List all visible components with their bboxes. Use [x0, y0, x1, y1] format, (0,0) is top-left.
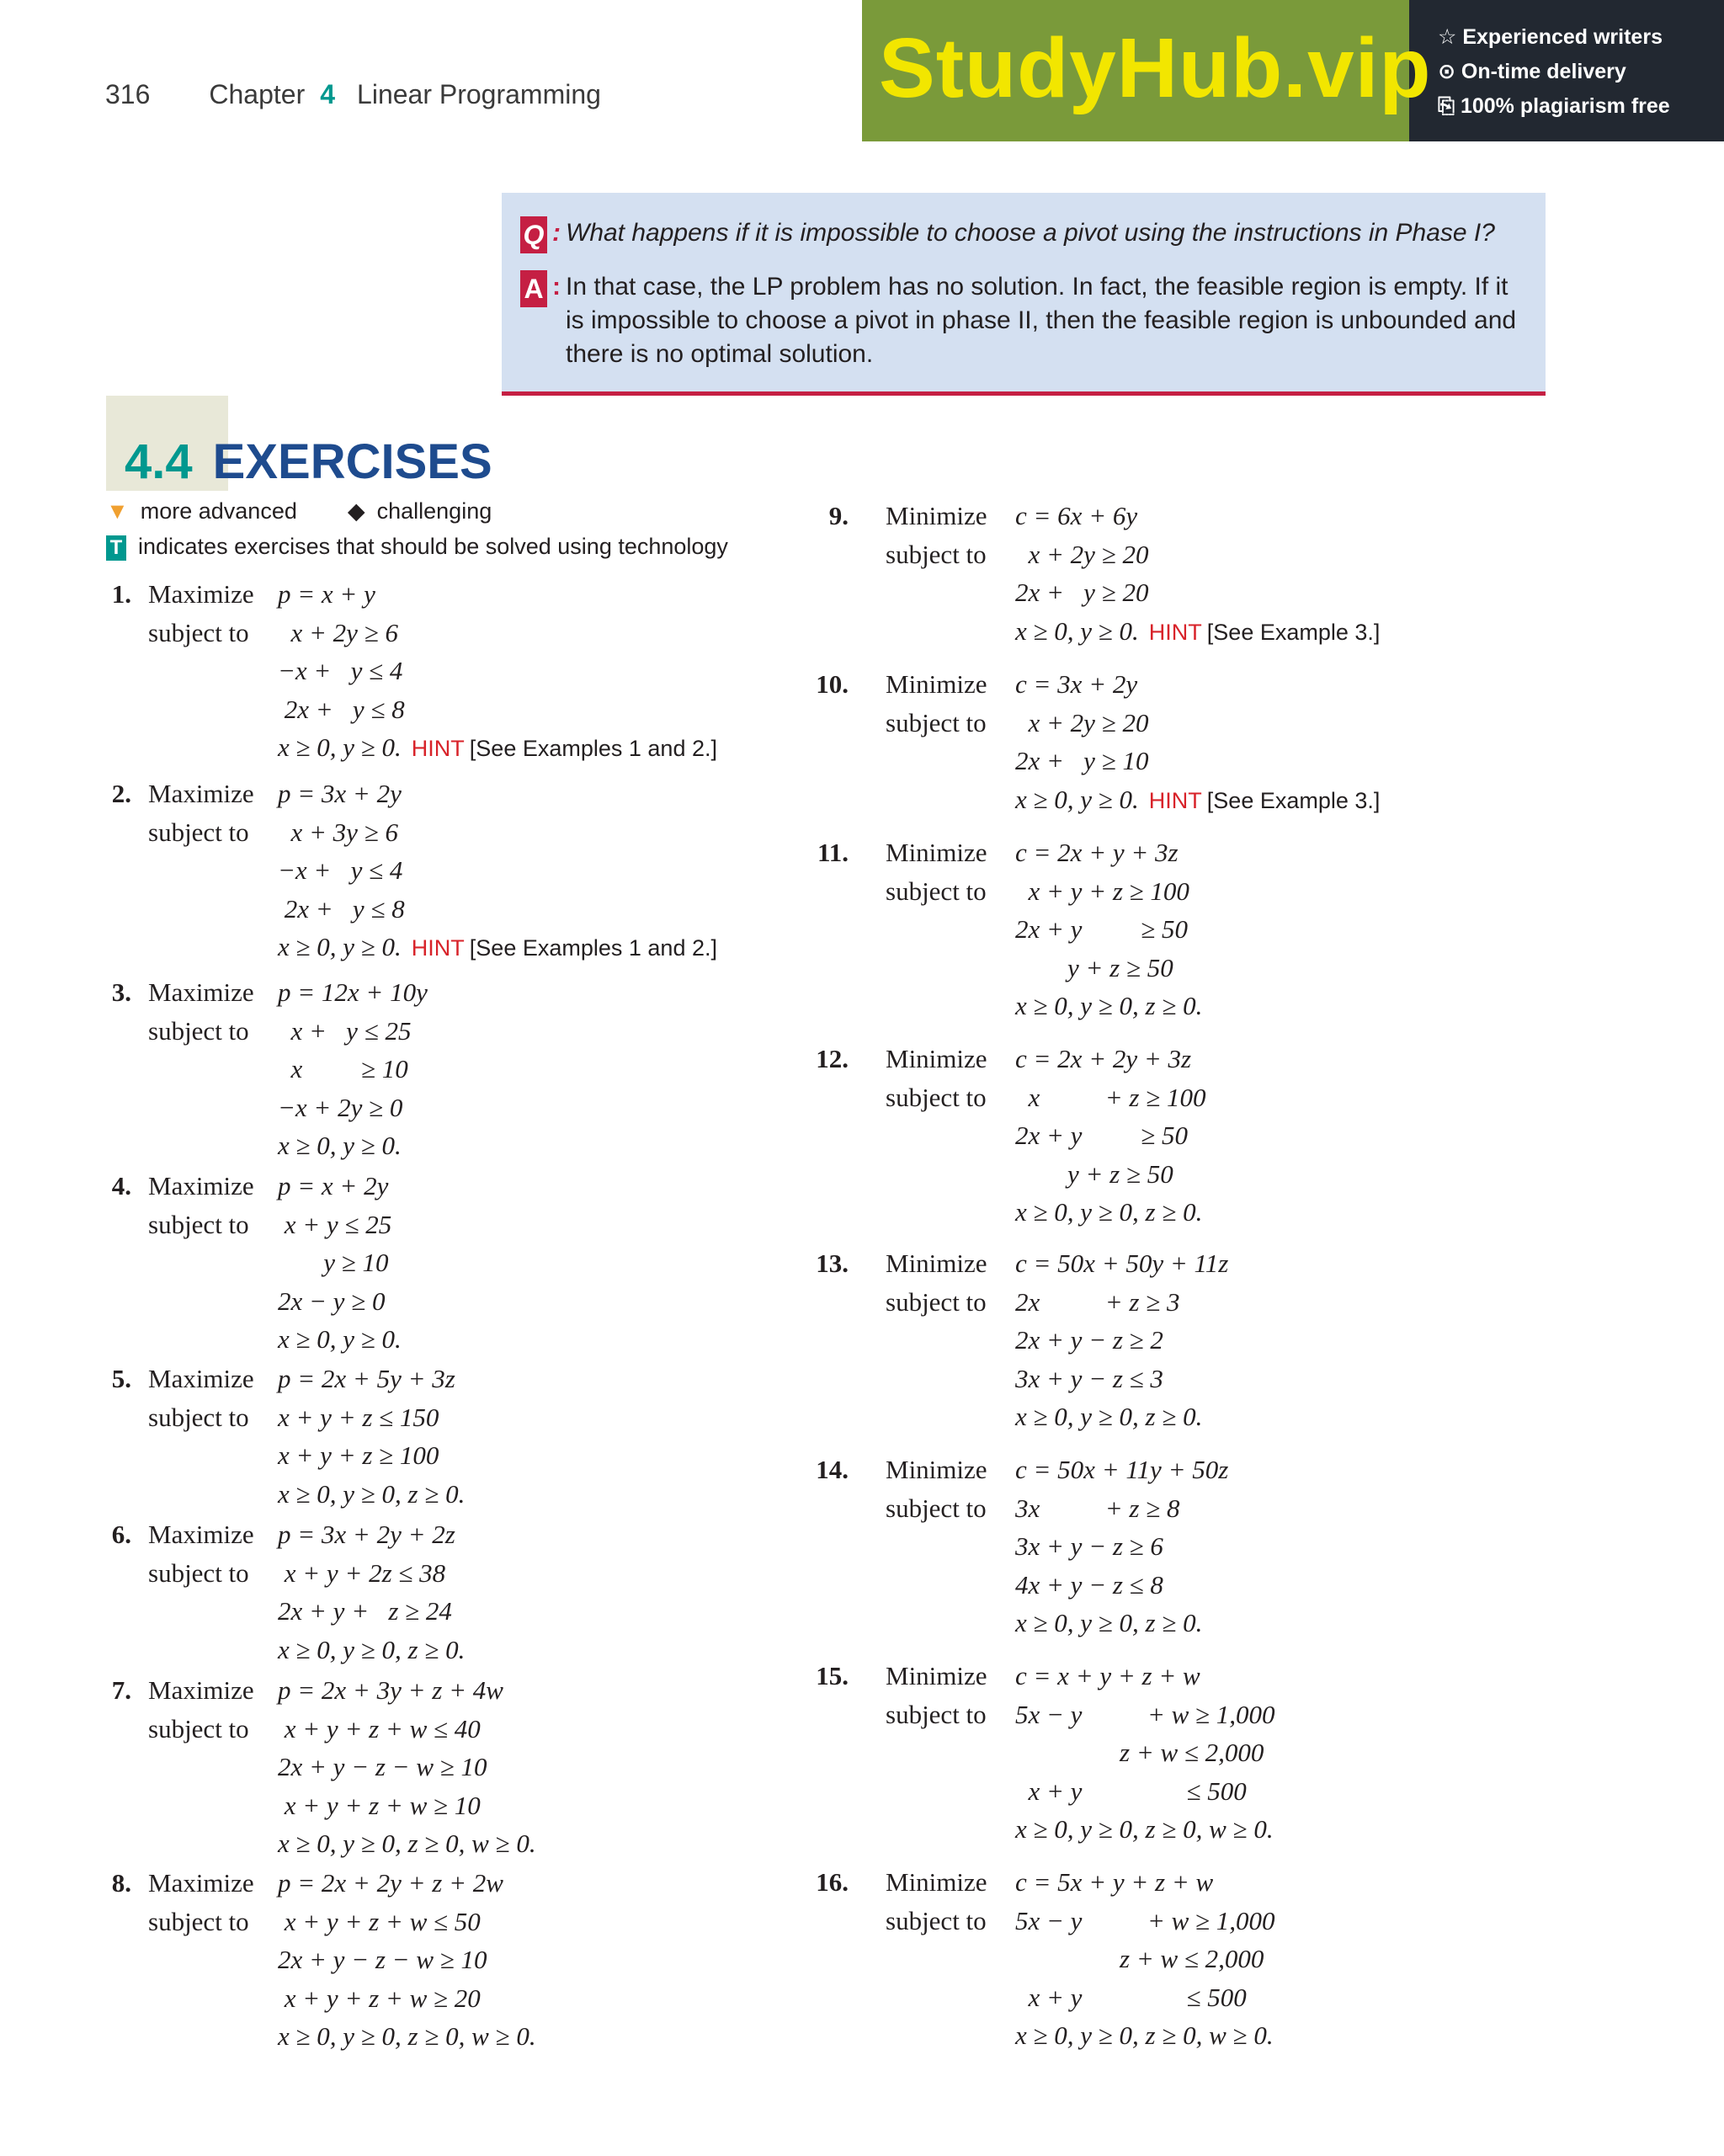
equation-text: x ≥ 0, y ≥ 0, z ≥ 0, w ≥ 0. [278, 1829, 536, 1858]
equation-text: p = 3x + 2y + 2z [278, 1520, 455, 1549]
objective-function [1015, 1040, 1191, 1078]
constraint [278, 1243, 389, 1281]
equation-text: p = 12x + 10y [278, 977, 428, 1007]
ad-feature-item: ⊙ On-time delivery [1438, 60, 1626, 83]
constraint [1015, 1527, 1163, 1565]
subject-to-label: subject to [148, 1402, 249, 1432]
constraint [278, 1089, 402, 1126]
hint-reference: [See Examples 1 and 2.] [469, 736, 717, 761]
constraint [278, 690, 405, 728]
exercise-number: 7. [111, 1675, 131, 1705]
hint-reference: [See Example 3.] [1206, 619, 1381, 645]
answer-badge: A [520, 270, 547, 307]
equation-text: z + w ≤ 2,000 [1015, 1738, 1264, 1767]
constraint [1015, 1283, 1180, 1321]
constraint [278, 890, 405, 928]
constraint [1015, 1155, 1173, 1193]
equation-text: x + y + z ≥ 100 [278, 1440, 439, 1470]
equation-text: x ≥ 0, y ≥ 0, z ≥ 0, w ≥ 0. [1015, 1814, 1274, 1844]
chapter-label: Chapter [209, 79, 306, 109]
answer-row [520, 270, 1530, 371]
subject-to-label: subject to [886, 1082, 987, 1112]
equation-text: 2x + y ≥ 50 [1015, 914, 1188, 944]
ad-banner[interactable] [862, 0, 1724, 141]
minimize-label: Minimize [886, 1044, 987, 1073]
equation-text: 2x + y ≤ 8 [278, 694, 405, 724]
equation-text: c = 50x + 50y + 11z [1015, 1248, 1229, 1278]
constraint [1015, 1489, 1180, 1527]
subject-to-label: subject to [148, 1015, 249, 1046]
equation-text: 3x + z ≥ 8 [1015, 1493, 1180, 1523]
objective-function [278, 1167, 388, 1205]
constraint [1015, 1360, 1163, 1397]
section-title: EXERCISES [212, 434, 492, 489]
equation-text: x ≥ 0, y ≥ 0. [278, 1324, 402, 1354]
objective-function [278, 1360, 455, 1397]
exercise-number: 4. [111, 1171, 131, 1200]
constraint [1015, 872, 1189, 910]
technology-badge-icon: T [106, 535, 126, 561]
legend-advanced: more advanced [140, 498, 297, 524]
nonnegativity-constraint [278, 1824, 536, 1862]
equation-text: c = 2x + y + 3z [1015, 838, 1179, 867]
hint-label: HINT [1148, 787, 1202, 813]
equation-text: 2x + y ≥ 20 [1015, 578, 1149, 607]
minimize-label: Minimize [886, 1661, 987, 1690]
equation-text: x + y + z ≥ 100 [1015, 876, 1189, 906]
nonnegativity-constraint [278, 1475, 465, 1513]
constraint [278, 1206, 391, 1243]
objective-function [278, 1671, 503, 1709]
constraint [278, 1282, 385, 1320]
equation-text: x ≥ 0, y ≥ 0, z ≥ 0, w ≥ 0. [278, 2021, 536, 2051]
equation-text: 5x − y + w ≥ 1,000 [1015, 1699, 1275, 1729]
diamond-icon: ◆ [347, 498, 365, 524]
minimize-label: Minimize [886, 838, 987, 867]
equation-text: 4x + y − z ≤ 8 [1015, 1569, 1163, 1600]
equation-text: 2x + y − z ≥ 2 [1015, 1325, 1163, 1355]
maximize-label: Maximize [148, 579, 254, 609]
equation-text: c = x + y + z + w [1015, 1661, 1200, 1690]
equation-text: x + z ≥ 100 [1015, 1082, 1206, 1112]
exercise-number: 10. [816, 669, 849, 699]
equation-text: 3x + y − z ≤ 3 [1015, 1363, 1163, 1393]
constraint [278, 1903, 481, 1940]
answer-text: In that case, the LP problem has no solution. In fact, the feasible region is empty. If it is impossible to choose a pivot in phase II, then the feasible region is unbounded and there is no optimal solution. [566, 273, 1517, 368]
subject-to-label: subject to [886, 707, 987, 737]
equation-text: x + y + z + w ≤ 50 [278, 1906, 481, 1936]
equation-text: p = 2x + 3y + z + 4w [278, 1675, 503, 1705]
answer-colon: : [552, 273, 561, 301]
equation-text: c = 2x + 2y + 3z [1015, 1044, 1192, 1073]
nonnegativity-constraint [1015, 780, 1380, 820]
nonnegativity-constraint [278, 1631, 465, 1669]
constraint [278, 614, 398, 652]
maximize-label: Maximize [148, 1364, 254, 1393]
constraint [278, 1748, 487, 1786]
equation-text: 5x − y + w ≥ 1,000 [1015, 1905, 1275, 1935]
minimize-label: Minimize [886, 1455, 987, 1484]
nonnegativity-constraint [1015, 612, 1380, 652]
objective-function [278, 1515, 455, 1553]
equation-text: x + y + z ≤ 150 [278, 1402, 439, 1432]
maximize-label: Maximize [148, 977, 254, 1007]
constraint [1015, 704, 1148, 742]
exercise-number: 1. [111, 579, 131, 609]
constraint [278, 1012, 411, 1050]
chapter-title: Linear Programming [357, 79, 601, 109]
subject-to-label: subject to [886, 1493, 987, 1523]
exercise-number: 11. [817, 838, 849, 867]
equation-text: −x + y ≤ 4 [278, 855, 403, 885]
nonnegativity-constraint [1015, 1193, 1202, 1231]
equation-text: y ≥ 10 [278, 1248, 389, 1277]
maximize-label: Maximize [148, 1868, 254, 1898]
nonnegativity-constraint [278, 1320, 402, 1358]
subject-to-label: subject to [148, 817, 249, 847]
constraint [1015, 1978, 1247, 2016]
objective-function [1015, 833, 1179, 871]
equation-text: x ≥ 0, y ≥ 0, z ≥ 0. [1015, 1402, 1203, 1431]
subject-to-label: subject to [886, 1905, 987, 1935]
equation-text: x ≥ 10 [278, 1054, 408, 1083]
equation-text: x ≥ 0, y ≥ 0. [278, 1131, 402, 1160]
equation-text: 2x − y ≥ 0 [278, 1286, 386, 1316]
constraint [1015, 1116, 1188, 1154]
equation-text: x ≥ 0, y ≥ 0, z ≥ 0, w ≥ 0. [1015, 2020, 1274, 2050]
page-number: 316 [105, 79, 151, 109]
ad-feature-item: ☆ Experienced writers [1438, 25, 1663, 49]
page-header [105, 79, 601, 110]
equation-text: x ≥ 0, y ≥ 0, z ≥ 0. [1015, 991, 1203, 1020]
maximize-label: Maximize [148, 1675, 254, 1705]
constraint [278, 652, 402, 689]
equation-text: x + y ≤ 500 [1015, 1982, 1247, 2012]
exercise-number: 3. [111, 977, 131, 1007]
hint-reference: [See Example 3.] [1206, 787, 1381, 813]
constraint [278, 1979, 481, 2017]
equation-text: 2x + y − z − w ≥ 10 [278, 1945, 487, 1974]
ad-feature-item: ⎘ 100% plagiarism free [1438, 94, 1670, 118]
subject-to-label: subject to [886, 876, 987, 906]
equation-text: p = x + y [278, 579, 375, 609]
equation-text: x + y ≤ 500 [1015, 1775, 1247, 1806]
difficulty-legend [106, 498, 492, 524]
equation-text: x + y + z + w ≥ 10 [278, 1790, 481, 1820]
equation-text: p = 2x + 2y + z + 2w [278, 1868, 503, 1898]
exercise-number: 2. [111, 779, 131, 808]
constraint [278, 1940, 487, 1978]
subject-to-label: subject to [148, 1906, 249, 1936]
chapter-number: 4 [320, 79, 336, 109]
exercise-number: 5. [111, 1364, 131, 1393]
constraint [278, 851, 402, 889]
equation-text: p = 2x + 5y + 3z [278, 1364, 455, 1393]
question-colon: : [552, 219, 561, 247]
objective-function [278, 575, 375, 613]
constraint [1015, 1078, 1206, 1116]
legend-technology: indicates exercises that should be solved using technology [138, 534, 728, 559]
constraint [1015, 1902, 1275, 1940]
equation-text: x ≥ 0, y ≥ 0. [1015, 784, 1139, 814]
equation-text: x + y + 2z ≤ 38 [278, 1557, 446, 1588]
objective-function [1015, 1657, 1200, 1695]
equation-text: x + y ≤ 25 [278, 1015, 412, 1046]
minimize-label: Minimize [886, 669, 987, 699]
constraint [1015, 949, 1173, 987]
equation-text: −x + 2y ≥ 0 [278, 1092, 403, 1122]
ad-feature-list [1438, 20, 1670, 124]
nonnegativity-constraint [1015, 1604, 1202, 1642]
equation-text: c = 50x + 11y + 50z [1015, 1455, 1229, 1484]
constraint [1015, 1321, 1163, 1359]
constraint [278, 813, 398, 851]
nonnegativity-constraint [1015, 2016, 1274, 2054]
objective-function [1015, 665, 1137, 703]
equation-text: y + z ≥ 50 [1015, 952, 1173, 982]
qa-callout [502, 193, 1546, 396]
subject-to-label: subject to [886, 1699, 987, 1729]
nonnegativity-constraint [1015, 987, 1202, 1025]
subject-to-label: subject to [148, 1713, 249, 1743]
constraint [278, 1786, 481, 1824]
question-row [520, 216, 1530, 250]
exercise-number: 13. [816, 1248, 849, 1278]
equation-text: p = x + 2y [278, 1171, 389, 1200]
constraint [1015, 742, 1148, 780]
hint-reference: [See Examples 1 and 2.] [469, 935, 717, 961]
objective-function [1015, 1451, 1228, 1488]
ad-logo-text: StudyHub.vip [879, 21, 1432, 115]
equation-text: c = 3x + 2y [1015, 669, 1138, 699]
constraint [1015, 1940, 1264, 1978]
equation-text: 2x + y − z − w ≥ 10 [278, 1752, 487, 1781]
section-number: 4.4 [125, 434, 193, 489]
minimize-label: Minimize [886, 1248, 987, 1278]
equation-text: 2x + z ≥ 3 [1015, 1286, 1180, 1317]
exercise-number: 8. [111, 1868, 131, 1898]
equation-text: x + y + z + w ≥ 20 [278, 1983, 481, 2013]
equation-text: 3x + y − z ≥ 6 [1015, 1531, 1163, 1561]
equation-text: x + 2y ≥ 20 [1015, 539, 1149, 569]
question-text: What happens if it is impossible to choose a pivot using the instructions in Phase I? [566, 219, 1495, 247]
objective-function [1015, 1244, 1228, 1282]
triangle-icon: ▼ [106, 498, 129, 524]
constraint [1015, 1566, 1163, 1604]
exercise-number: 15. [816, 1661, 849, 1690]
equation-text: x ≥ 0, y ≥ 0, z ≥ 0. [1015, 1608, 1203, 1637]
objective-function [1015, 1863, 1213, 1901]
maximize-label: Maximize [148, 1171, 254, 1200]
equation-text: c = 6x + 6y [1015, 501, 1138, 530]
subject-to-label: subject to [886, 1286, 987, 1317]
equation-text: x + 3y ≥ 6 [278, 817, 398, 847]
constraint [1015, 1696, 1275, 1733]
objective-function [278, 775, 402, 812]
hint-label: HINT [411, 935, 465, 961]
equation-text: 2x + y ≥ 10 [1015, 746, 1149, 775]
exercise-number: 12. [816, 1044, 849, 1073]
technology-legend [106, 534, 728, 561]
constraint [278, 1710, 481, 1748]
nonnegativity-constraint [278, 2017, 536, 2055]
subject-to-label: subject to [148, 1557, 249, 1588]
question-badge: Q [520, 216, 547, 253]
equation-text: x ≥ 0, y ≥ 0, z ≥ 0. [278, 1634, 466, 1664]
constraint [278, 1398, 439, 1436]
equation-text: y + z ≥ 50 [1015, 1158, 1173, 1189]
equation-text: z + w ≤ 2,000 [1015, 1944, 1264, 1973]
nonnegativity-constraint [1015, 1810, 1274, 1848]
maximize-label: Maximize [148, 779, 254, 808]
equation-text: 2x + y ≥ 50 [1015, 1121, 1188, 1150]
nonnegativity-constraint [278, 728, 717, 768]
exercise-number: 9. [828, 501, 849, 530]
exercise-number: 6. [111, 1520, 131, 1549]
hint-label: HINT [1148, 619, 1202, 645]
subject-to-label: subject to [886, 539, 987, 569]
subject-to-label: subject to [148, 1209, 249, 1239]
nonnegativity-constraint [1015, 1397, 1202, 1435]
constraint [1015, 1733, 1264, 1771]
objective-function [278, 1864, 503, 1902]
objective-function [278, 973, 428, 1011]
constraint [278, 1436, 439, 1474]
equation-text: x ≥ 0, y ≥ 0. [278, 732, 402, 762]
equation-text: c = 5x + y + z + w [1015, 1867, 1214, 1897]
constraint [1015, 1772, 1247, 1810]
equation-text: x ≥ 0, y ≥ 0, z ≥ 0. [278, 1478, 466, 1509]
constraint [278, 1554, 445, 1592]
maximize-label: Maximize [148, 1520, 254, 1549]
nonnegativity-constraint [278, 928, 717, 967]
equation-text: p = 3x + 2y [278, 779, 402, 808]
nonnegativity-constraint [278, 1126, 402, 1164]
exercise-number: 16. [816, 1867, 849, 1897]
equation-text: −x + y ≤ 4 [278, 656, 403, 685]
hint-label: HINT [411, 736, 465, 761]
equation-text: 2x + y ≤ 8 [278, 893, 405, 924]
equation-text: 2x + y + z ≥ 24 [278, 1596, 452, 1626]
equation-text: x + 2y ≥ 20 [1015, 707, 1149, 737]
constraint [1015, 573, 1148, 611]
subject-to-label: subject to [148, 617, 249, 647]
objective-function [1015, 497, 1137, 535]
constraint [278, 1050, 408, 1088]
legend-challenging: challenging [376, 498, 492, 524]
constraint [1015, 910, 1188, 948]
section-heading [125, 434, 492, 490]
constraint [278, 1592, 452, 1630]
constraint [1015, 535, 1148, 573]
equation-text: x + y + z + w ≤ 40 [278, 1713, 481, 1743]
equation-text: x ≥ 0, y ≥ 0. [278, 932, 402, 961]
minimize-label: Minimize [886, 1867, 987, 1897]
ad-logo[interactable] [862, 0, 1432, 141]
equation-text: x ≥ 0, y ≥ 0. [1015, 615, 1139, 646]
equation-text: x + 2y ≥ 6 [278, 617, 398, 647]
equation-text: x + y ≤ 25 [278, 1209, 392, 1239]
exercise-number: 14. [816, 1455, 849, 1484]
minimize-label: Minimize [886, 501, 987, 530]
equation-text: x ≥ 0, y ≥ 0, z ≥ 0. [1015, 1197, 1203, 1227]
